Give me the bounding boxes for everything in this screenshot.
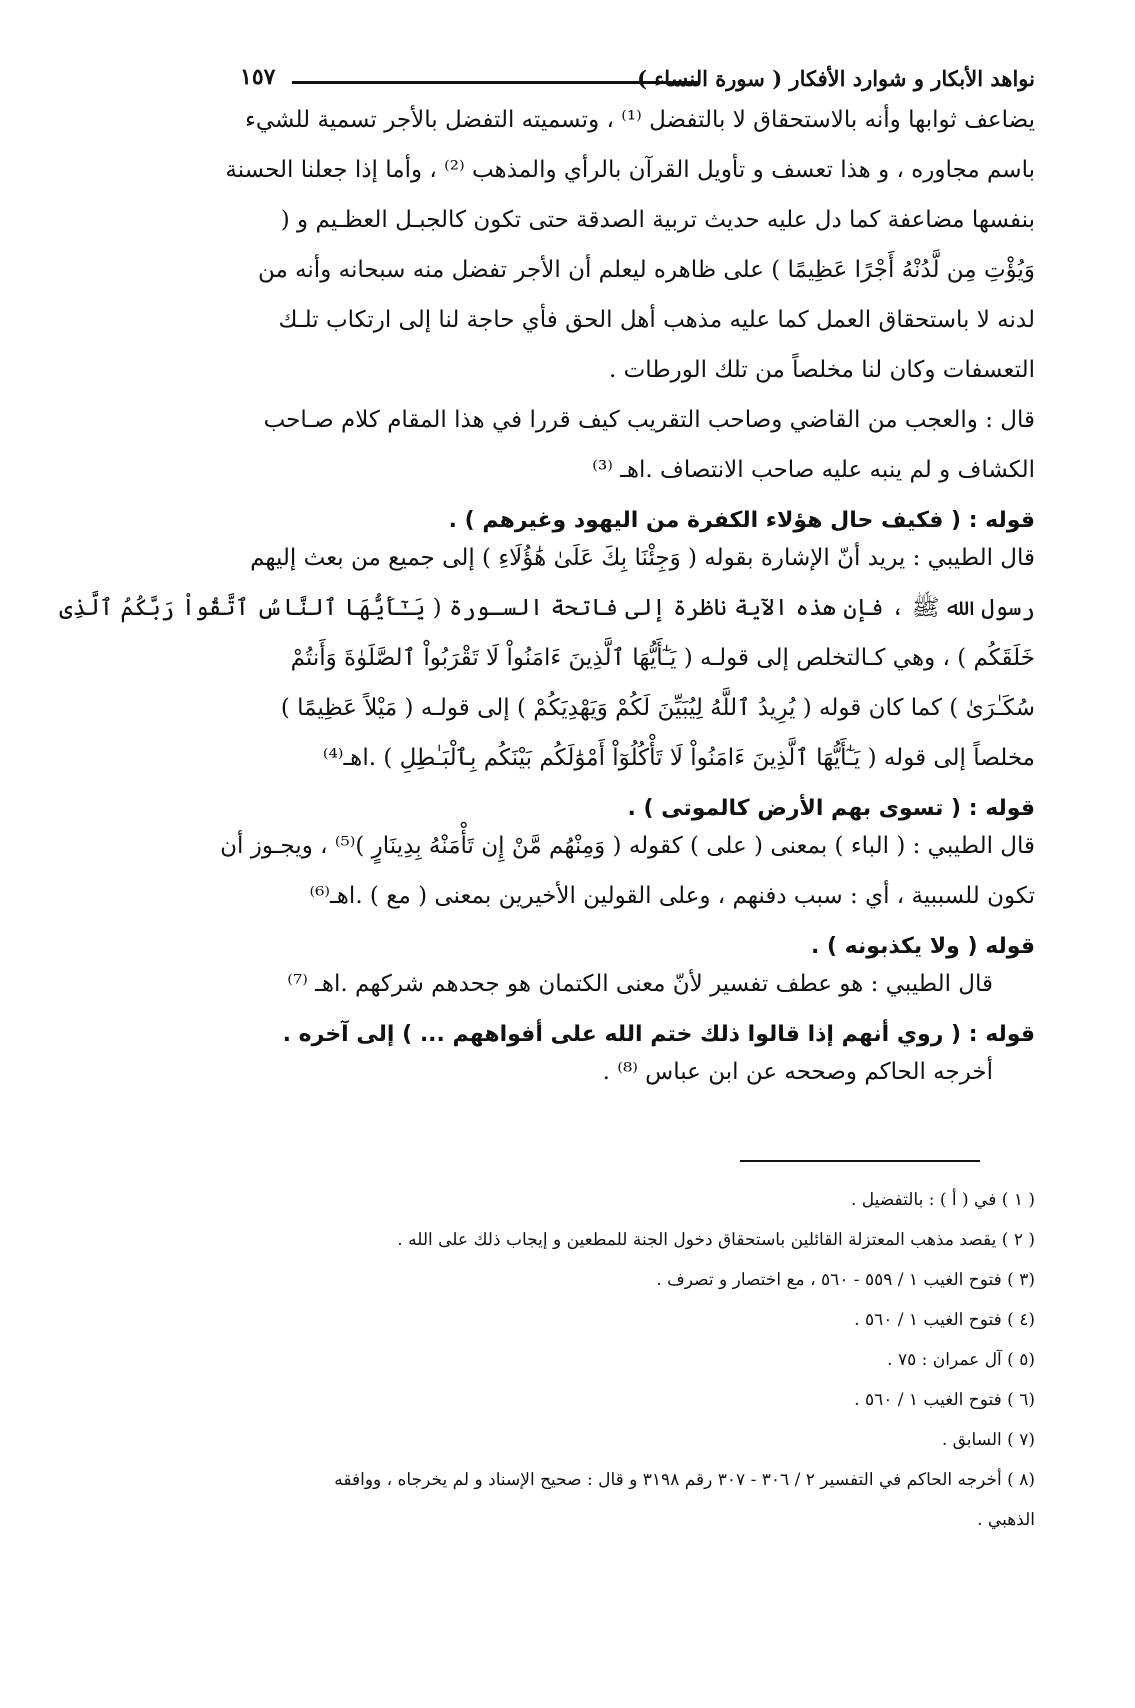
footnote-separator — [740, 1160, 980, 1162]
section-heading: قوله : ( روي أنهم إذا قالوا ذلك ختم الله على أفواههم ... ) إلى آخره . — [282, 1022, 1035, 1047]
section-heading: قوله : ( فكيف حال هؤلاء الكفرة من اليهود وغيرهم ) . — [448, 508, 1035, 533]
text-line: قال الطيبي : يريد أنّ الإشارة بقوله ( وَجِئْنَا بِكَ عَلَىٰ هَٰؤُلَاءِ ) إلى جميع من بعث إليهم — [250, 545, 1035, 571]
footnote: (٧ ) السابق . — [941, 1430, 1035, 1450]
text-line: باسم مجاوره ، و هذا تعسف و تأويل القرآن بالرأي والمذهب ⁽²⁾ ، وأما إذا جعلنا الحسنة — [225, 157, 1035, 183]
text-line: تكون للسببية ، أي : سبب دفنهم ، وعلى القولين الأخيرين بمعنى ( مع ) .اهـ⁽⁶⁾ — [309, 883, 1035, 909]
text-line: مخلصاً إلى قوله ( يَـٰٓأَيُّهَا ٱلَّذِينَ ءَامَنُواْ لَا تَأْكُلُوٓاْ أَمْوَٰلَكُم بَيْنَكُم بِٱلْبَـٰطِلِ ) .اهـ⁽⁴⁾ — [322, 745, 1035, 771]
footnote: ( ٢ ) يقصد مذهب المعتزلة القائلين باستحقاق دخول الجنة للمطعين و إيجاب ذلك على الله . — [397, 1230, 1035, 1250]
footnote: (٥ ) آل عمران : ٧٥ . — [887, 1350, 1035, 1370]
footnote: (٦ ) فتوح الغيب ١ / ٥٦٠ . — [854, 1390, 1035, 1410]
page-number: ١٥٧ — [240, 64, 276, 90]
section-heading: قوله : ( تسوى بهم الأرض كالموتى ) . — [627, 796, 1035, 821]
text-line: قال الطيبي : هو عطف تفسير لأنّ معنى الكتمان هو جحدهم شركهم .اهـ ⁽⁷⁾ — [287, 971, 993, 997]
main-text — [59, 107, 1035, 1110]
text-line: خَلَقَكُم ) ، وهي كـالتخلص إلى قولـه ( يَـٰٓأَيُّهَا ٱلَّذِينَ ءَامَنُواْ لَا تَقْرَبُواْ ٱلصَّلَوٰةَ وَأَنتُمْ — [290, 645, 1035, 671]
text-line: وَيُؤْتِ مِن لَّدُنْهُ أَجْرًا عَظِيمًا ) على ظاهره ليعلم أن الأجر تفضل منه سبحانه وأنه من — [257, 257, 1035, 283]
text-line: بنفسها مضاعفة كما دل عليه حديث تربية الصدقة حتى تكون كالجبـل العظـيم و ( — [280, 207, 1035, 233]
section-heading: قوله ( ولا يكذبونه ) . — [810, 934, 1035, 959]
text-line: قال : والعجب من القاضي وصاحب التقريب كيف قررا في هذا المقام كلام صـاحب — [263, 407, 1035, 433]
footnote: (٣ ) فتوح الغيب ١ / ٥٥٩ - ٥٦٠ ، مع اختصار و تصرف . — [656, 1270, 1035, 1290]
text-line: التعسفات وكان لنا مخلصاً من تلك الورطات . — [609, 357, 1035, 383]
text-line: الكشاف و لم ينبه عليه صاحب الانتصاف .اهـ ⁽³⁾ — [592, 457, 1035, 483]
text-line: قال الطيبي : ( الباء ) بمعنى ( على ) كقوله ( وَمِنْهُم مَّنْ إِن تَأْمَنْهُ بِدِينَارٍ )⁽⁵⁾ ، ويجـوز أن — [220, 833, 1035, 859]
text-line: رسول الله ﷺ ، فإن هذه الآية ناظرة إلى فاتحة السـورة ( يَـٰٓأَيُّهَا ٱلنَّاسُ ٱتَّقُواْ رَبَّكُمُ ٱلَّذِى — [59, 595, 1035, 621]
text-line: يضاعف ثوابها وأنه بالاستحقاق لا بالتفضل ⁽¹⁾ ، وتسميته التفضل بالأجر تسمية للشيء — [245, 107, 1035, 133]
footnote: (٨ ) أخرجه الحاكم في التفسير ٢ / ٣٠٦ - ٣٠٧ رقم ٣١٩٨ و قال : صحيح الإسناد و لم يخرجاه ، ووافقه — [334, 1470, 1035, 1490]
footnote: الذهبي . — [977, 1510, 1035, 1530]
running-header — [240, 62, 1035, 102]
footnote: ( ١ ) في ( أ ) : بالتفضيل . — [850, 1190, 1035, 1210]
header-title: نواهد الأبكار و شوارد الأفكار ( سورة النساء ) — [637, 66, 1035, 91]
footnote: (٤ ) فتوح الغيب ١ / ٥٦٠ . — [854, 1310, 1035, 1330]
text-line: لدنه لا باستحقاق العمل كما عليه مذهب أهل الحق فأي حاجة لنا إلى ارتكاب تلـك — [278, 307, 1035, 333]
text-line: أخرجه الحاكم وصححه عن ابن عباس ⁽⁸⁾ . — [602, 1059, 993, 1085]
text-line: سُكَـٰرَىٰ ) كما كان قوله ( يُرِيدُ ٱللَّهُ لِيُبَيِّنَ لَكُمْ وَيَهْدِيَكُمْ ) إلى قولـه ( مَيْلاً عَظِيمًا ) — [280, 695, 1035, 721]
footnotes — [200, 1180, 1035, 1540]
header-rule — [292, 81, 699, 84]
